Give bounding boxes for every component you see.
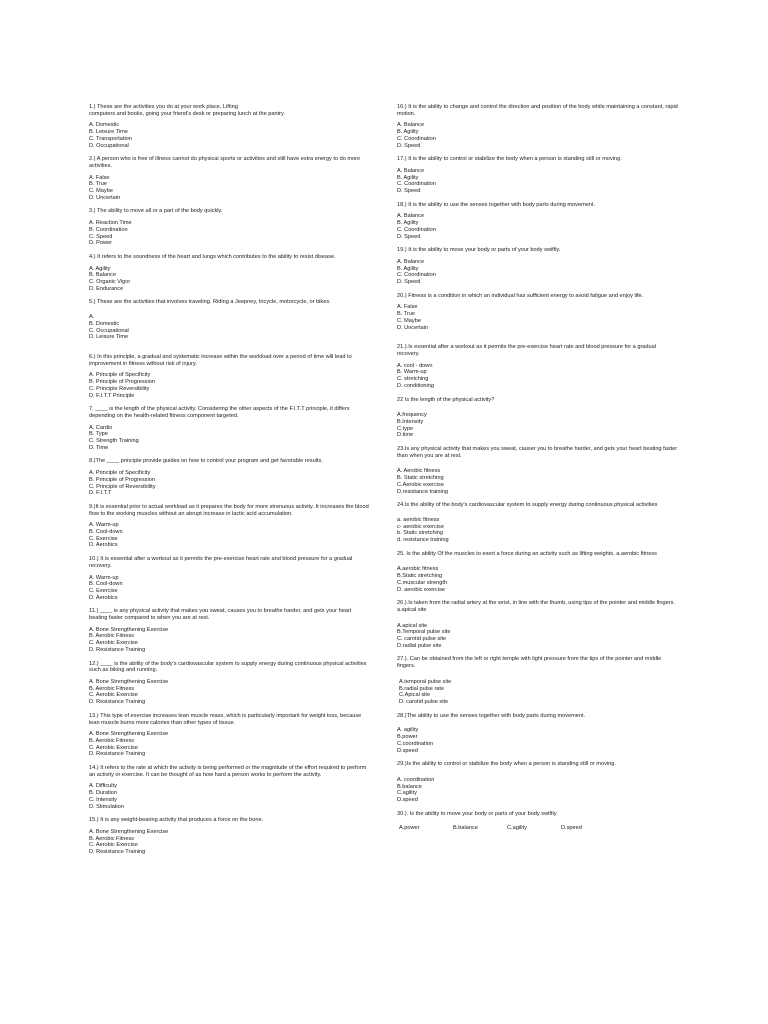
question-text: 6.) In this principle, a gradual and systematic increase within the workload over a period of time will lead to improvement in fitness without risk of injury.: [89, 353, 352, 367]
answer-option: A. agility: [397, 727, 419, 734]
question-item: [397, 104, 679, 149]
question-text: 19.) It is the ability to move your body or parts of your body swiftly.: [397, 247, 561, 254]
answer-option: A. Principle of Specificity: [89, 372, 151, 379]
question-item: [397, 202, 679, 241]
answer-option: A.temporal pulse site: [399, 678, 452, 685]
answer-option: B. True: [89, 181, 108, 188]
question-text: 11.) ____ is any physical activity that makes you sweat, causes you to breathe harder, and gets your heart beating faster compared to when you are at rest.: [89, 608, 352, 622]
question-item: [89, 156, 371, 201]
answer-option: A. cool - down: [397, 362, 433, 369]
answer-option: b. Static stretching: [397, 530, 444, 537]
answer-options: [397, 566, 679, 593]
answer-option: A. Balance: [397, 258, 425, 265]
answer-option: B. Domestic: [89, 320, 120, 327]
answer-option: A. Bone Strengthening Exercise: [89, 626, 169, 633]
answer-option: B.Intensity: [397, 418, 424, 425]
question-item: [397, 502, 679, 544]
answer-option: B. Aerobic Fitness: [89, 737, 135, 744]
answer-option: A. Reaction Time: [89, 220, 132, 227]
answer-option: C. Coordination: [397, 226, 436, 233]
answer-options: [89, 679, 371, 706]
answer-option: C. Strength Training: [89, 438, 139, 445]
question-item: [89, 608, 371, 653]
answer-option: A. False: [89, 174, 110, 181]
answer-options: [89, 266, 371, 293]
answer-option: D. Occupational: [89, 142, 129, 149]
question-text: 4.) It refers to the soundness of the heart and lungs which contributes to the ability to resist disease.: [89, 253, 336, 260]
answer-option: B.balance: [397, 783, 422, 790]
answer-option: C.Aerobic exercise: [397, 481, 444, 488]
question-text: 25. Is the ability Of the muscles to exert a force during an activity such as lifting weights. a.aerobic fitness: [397, 550, 657, 557]
question-text: 23.Is any physical activity that makes you sweat, causer you to breathe harder, and gets your heart beating faster than when you are at rest.: [397, 446, 678, 459]
answer-option: D. Time: [89, 444, 109, 451]
answer-option: C. Intensity: [89, 796, 117, 803]
answer-options: [397, 122, 679, 149]
answer-option: A. Warm-up: [89, 522, 119, 529]
answer-options: [89, 425, 371, 452]
question-item: [397, 344, 679, 389]
answer-options: [89, 522, 371, 549]
answer-option: D.resistance training: [397, 488, 448, 495]
answer-option: B. Warm-up: [397, 369, 427, 376]
question-item: [397, 600, 679, 649]
question-item: [397, 656, 679, 705]
question-item: [89, 713, 371, 758]
answer-options: [397, 777, 679, 804]
answer-option: a. aerobic fitness: [397, 516, 440, 523]
question-text: 17.) It is the ability to control or stabilize the body when a person is standing still or moving.: [397, 156, 622, 163]
answer-option: A. Balance: [397, 122, 425, 129]
answer-option: C.type: [397, 425, 414, 432]
answer-option: A. Domestic: [89, 122, 120, 129]
answer-options: [397, 825, 679, 832]
answer-option: D. conditioning: [397, 382, 435, 389]
answer-option: C.muscular strength: [397, 579, 448, 586]
question-item: [397, 397, 679, 440]
question-item: [397, 293, 679, 332]
answer-option: D. F.I.T.T Principle: [89, 392, 135, 399]
answer-options: [89, 175, 371, 202]
answer-option: C. Speed: [89, 233, 113, 240]
answer-option: B. Cool-down: [89, 529, 123, 536]
answer-option: c- aerobic exercise: [397, 523, 444, 530]
question-text: 2.) A person who is free of illness cannot do physical sports or activities and still have extra energy to do more activities.: [89, 156, 361, 169]
answer-option: C. Maybe: [89, 188, 113, 195]
question-text: 10.) It is essential after a workout as it permits the pre-exercise heart rate and blood pressure for a gradual recovery.: [89, 556, 353, 569]
answer-option: B. Aerobic Fitness: [89, 685, 135, 692]
question-item: [397, 761, 679, 804]
answer-option: C.Apical site: [399, 692, 431, 699]
answer-options: [397, 517, 679, 544]
question-text: 26.).Is taken from the radial artery at the wrist, in line with the thumb, using tips of the pointer and middle fingers. a.apical site: [397, 600, 675, 613]
answer-option: B.Static stretching: [397, 573, 443, 580]
answer-option: D. F.I.T.T: [89, 490, 112, 497]
answer-option: D.speed: [397, 747, 418, 754]
answer-option: A.: [89, 314, 95, 321]
answer-option: A. Principle of Specificity: [89, 470, 151, 477]
answer-option: C. carotid pulse site: [397, 636, 447, 643]
answer-options: [397, 363, 679, 390]
answer-option: D. Aerobics: [89, 542, 118, 549]
answer-options: [89, 314, 371, 341]
question-text: 12.) ____ is the ability of the body's cardiovascular system to supply energy during continuous physical activities such as biking and running.: [89, 660, 367, 674]
question-item: [89, 661, 371, 706]
question-text: 22 Is the length of the physical activity?: [397, 396, 495, 403]
question-item: [89, 817, 371, 856]
question-item: [89, 254, 371, 293]
answer-option: C. Aerobic Exercise: [89, 744, 138, 751]
question-text: 13.) This type of exercise increases lean muscle mass, which is particularly important for weight loss, because lean muscle burns more calories than other types of tissue.: [89, 712, 362, 726]
answer-options: [89, 575, 371, 602]
answer-option: d. resistance training: [397, 537, 449, 544]
answer-option: A.frequency: [397, 412, 427, 419]
answer-option: A. Aerobic fitness: [397, 468, 441, 475]
answer-options: [397, 168, 679, 195]
answer-option: A.apical site: [397, 622, 428, 629]
question-text: 29.)Is the ability to control or stabilize the body when a person is standing still or moving.: [397, 761, 616, 768]
answer-option: D. Speed: [397, 188, 421, 195]
answer-option: C. Organic Vigor: [89, 279, 131, 286]
right-column: [397, 104, 679, 832]
answer-option: A. coordination: [397, 776, 435, 783]
answer-options: [89, 220, 371, 247]
answer-option: D. Resistance Training: [89, 699, 146, 706]
answer-options: [397, 727, 679, 754]
answer-option: B. Agility: [397, 220, 419, 227]
question-item: [397, 446, 679, 495]
answer-options: [397, 304, 679, 331]
question-item: [89, 208, 371, 247]
question-item: [89, 556, 371, 601]
answer-option: B. Aerobic Fitness: [89, 835, 135, 842]
answer-option: D. Stimulation: [89, 803, 124, 810]
answer-option: C. Occupational: [89, 327, 129, 334]
answer-option: B. Agility: [397, 265, 419, 272]
answer-option: A.aerobic fitness: [397, 566, 439, 573]
answer-option: C.coordination: [397, 740, 434, 747]
question-text: 14.) It refers to the rate at which the activity is being performed or the magnitude of the effort required to perform an activity or exercise. It can be thought of as how hard a person works to perform the activity.: [89, 765, 367, 778]
question-text: 18.) It is the ability to use the senses together with body parts during movement.: [397, 201, 596, 208]
question-item: [397, 156, 679, 195]
answer-option: B. True: [397, 311, 416, 318]
answer-option: D. Uncertain: [397, 324, 429, 331]
answer-option: A.power: [399, 825, 420, 832]
question-text: 27.). Can be obtained from the left or right temple with light pressure from the tips of the pointer and middle fingers.: [397, 656, 662, 670]
answer-option: C. Exercise: [89, 535, 118, 542]
answer-option: C. Aerobic Exercise: [89, 842, 138, 849]
question-text: 15.) It is any weight-bearing activity that produces a force on the bone.: [89, 817, 264, 824]
answer-option: A. False: [397, 304, 418, 311]
answer-options: [397, 259, 679, 286]
answer-option: A. Balance: [397, 167, 425, 174]
question-item: [397, 811, 679, 832]
question-item: [397, 713, 679, 755]
answer-option: D. Aerobics: [89, 594, 118, 601]
question-text: 24.Is the ability of the body's cardiovascular system to supply energy during continuous physical activities: [397, 502, 658, 509]
answer-options: [89, 829, 371, 856]
answer-options: [397, 679, 679, 706]
answer-options: [397, 468, 679, 495]
answer-option: B.Temporal pulse site: [397, 629, 451, 636]
answer-option: B. Duration: [89, 790, 117, 797]
answer-option: D. Resistance Training: [89, 646, 146, 653]
answer-option: B. Coordination: [89, 226, 128, 233]
question-item: [89, 458, 371, 497]
answer-options: [397, 412, 679, 439]
question-text: 21.).Is essential after a workout as it permits the pre-exercise heart rate and blood pressure for a gradual recovery.: [397, 344, 656, 357]
answer-option: D. carotid pulse site: [399, 699, 449, 705]
answer-option: A. Difficulty: [89, 783, 117, 790]
question-item: [89, 299, 371, 341]
left-column: [89, 104, 371, 856]
answer-option: B. Static stretching: [397, 475, 444, 482]
answer-option: B. Principle of Progression: [89, 476, 155, 483]
answer-options: [89, 372, 371, 399]
answer-option: B.balance: [453, 825, 478, 832]
question-text: 1.) These are the activities you do at your work place, Lifting computers and books, going your friend's desk or preparing lunch at the pantry.: [89, 104, 285, 117]
question-text: 5.) These are the activities that involves traveling. Riding a Jeepney, tricycle, motorcycle, or bikes.: [89, 299, 331, 306]
answer-options: [89, 122, 371, 149]
answer-option: C. Coordination: [397, 135, 436, 142]
answer-option: D. Speed: [397, 279, 421, 286]
answer-option: A. Bone Strengthening Exercise: [89, 731, 169, 738]
answer-option: C. Coordination: [397, 181, 436, 188]
answer-option: D. Uncertain: [89, 194, 121, 201]
answer-options: [89, 627, 371, 654]
question-text: 30.). Is the ability to move your body or parts of your body swiftly: [397, 810, 557, 817]
question-text: 16.) It is the ability to change and control the direction and position of the body while maintaining a constant, rapid motion.: [397, 104, 678, 117]
answer-option: C. Exercise: [89, 587, 118, 594]
answer-option: B. Balance: [89, 272, 117, 279]
answer-option: B. Leisure Time: [89, 129, 128, 136]
answer-option: D. Resistance Training: [89, 751, 146, 758]
question-item: [89, 765, 371, 810]
answer-option: D. Power: [89, 240, 113, 247]
question-item: [397, 551, 679, 594]
answer-option: B. Agility: [397, 129, 419, 136]
question-text: 8.)The ____ principle provide guides on how to control your program and get favorable results.: [89, 458, 323, 465]
answer-option: B.radial pulse rate: [399, 685, 445, 692]
answer-option: B.power: [397, 734, 418, 741]
answer-option: D. Endurance: [89, 285, 124, 292]
answer-option: B. Principle of Progression: [89, 379, 155, 386]
answer-option: D. Speed: [397, 233, 421, 240]
answer-option: C.agility: [507, 825, 527, 832]
answer-option: D.time: [397, 432, 414, 439]
question-text: 20.) Fitness is a condition in which an individual has sufficient energy to avoid fatigue and enjoy life.: [397, 292, 644, 299]
answer-option: C. Aerobic Exercise: [89, 640, 138, 647]
answer-option: A. Bone Strengthening Exercise: [89, 828, 169, 835]
answer-option: B. Cool-down: [89, 581, 123, 588]
answer-option: C. Coordination: [397, 272, 436, 279]
question-item: [89, 504, 371, 549]
question-text: 9.)It is essential prior to actual workload as it prepares the body for more strenuous activity. It increases the blood flow to the working muscles without an abrupt increase in lactic acid accumulation.: [89, 503, 369, 517]
answer-option: B. Aerobic Fitness: [89, 633, 135, 640]
answer-option: D. aerobic exercise: [397, 586, 445, 593]
answer-option: C. stretching: [397, 376, 429, 383]
answer-option: C. Principle of Reversibility: [89, 483, 156, 490]
answer-options: [397, 623, 679, 650]
question-item: [89, 104, 371, 149]
answer-option: C. Aerobic Exercise: [89, 692, 138, 699]
question-item: [89, 354, 371, 399]
answer-option: C. Principle Reversibility: [89, 385, 150, 392]
question-item: [89, 406, 371, 451]
answer-options: [89, 470, 371, 497]
answer-option: D. Leisure Time: [89, 334, 129, 341]
answer-option: C. Maybe: [397, 317, 421, 324]
answer-option: D.speed: [561, 825, 582, 832]
answer-option: A. Agility: [89, 265, 111, 272]
answer-option: D. Speed: [397, 142, 421, 149]
question-text: 28.)The ability to use the senses together with body parts during movement.: [397, 712, 586, 719]
answer-option: D.radial pulse site: [397, 642, 442, 649]
question-item: [397, 247, 679, 286]
answer-option: D. Resistance Training: [89, 849, 146, 856]
answer-option: C.agility: [397, 790, 417, 797]
answer-option: A. Warm-up: [89, 574, 119, 581]
answer-option: B. Type: [89, 431, 108, 438]
answer-option: A. Bone Strengthening Exercise: [89, 679, 169, 685]
answer-options: [89, 783, 371, 810]
question-text: 7. ____ is the length of the physical activity. Considering the other aspects of the F.I.T.T principle, it differs depending on the health-related fitness component targeted.: [89, 406, 350, 419]
answer-option: D.speed: [397, 797, 418, 804]
answer-options: [397, 213, 679, 240]
answer-option: A. Cardio: [89, 424, 113, 431]
answer-options: [89, 731, 371, 758]
answer-option: C. Transportation: [89, 135, 132, 142]
question-text: 3.) The ability to move all or a part of the body quickly.: [89, 208, 223, 215]
answer-option: A. Balance: [397, 213, 425, 220]
answer-option: B. Agility: [397, 174, 419, 181]
